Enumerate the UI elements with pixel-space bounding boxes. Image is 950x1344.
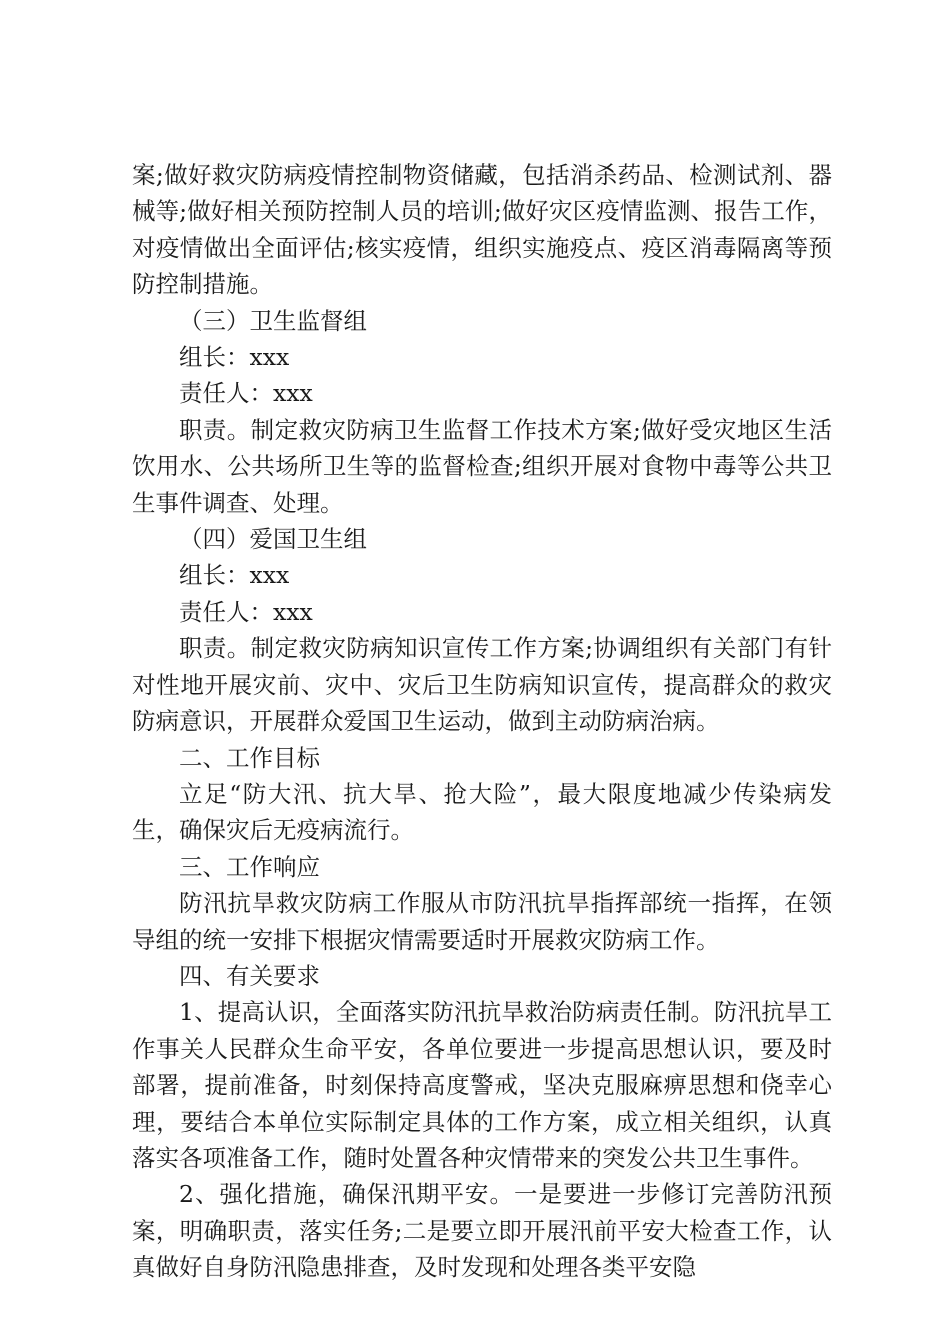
paragraph: 责任人：xxx bbox=[179, 597, 313, 626]
paragraph: 案;做好救灾防病疫情控制物资储藏，包括消杀药品、检测试剂、器械等;做好相关预防控制人员的培训;做好灾区疫情监测、报告工作，对疫情做出全面评估;核实疫情，组织实施疫点、疫区消毒隔离等预防控制措施。 bbox=[132, 161, 832, 299]
paragraph: 1、提高认识，全面落实防汛抗旱救治防病责任制。防汛抗旱工作事关人民群众生命平安，各单位要进一步提高思想认识，要及时部署，提前准备，时刻保持高度警戒，坚决克服麻痹思想和侥幸心理，要结合本单位实际制定具体的工作方案，成立相关组织，认真落实各项准备工作，随时处置各种灾情带来的突发公共卫生事件。 bbox=[132, 998, 832, 1172]
document-body bbox=[132, 157, 832, 1286]
paragraph: （三）卫生监督组 bbox=[179, 306, 367, 335]
paragraph: 立足“防大汛、抗大旱、抢大险”，最大限度地减少传染病发生，确保灾后无疫病流行。 bbox=[132, 779, 832, 845]
paragraph: 组长：xxx bbox=[179, 561, 290, 590]
paragraph: （四）爱国卫生组 bbox=[179, 525, 367, 554]
paragraph: 四、有关要求 bbox=[179, 961, 320, 990]
paragraph: 职责。制定救灾防病知识宣传工作方案;协调组织有关部门有针对性地开展灾前、灾中、灾后卫生防病知识宣传，提高群众的救灾防病意识，开展群众爱国卫生运动，做到主动防病治病。 bbox=[132, 634, 832, 736]
paragraph: 三、工作响应 bbox=[179, 852, 320, 881]
paragraph: 职责。制定救灾防病卫生监督工作技术方案;做好受灾地区生活饮用水、公共场所卫生等的监督检查;组织开展对食物中毒等公共卫生事件调查、处理。 bbox=[132, 415, 832, 517]
paragraph: 防汛抗旱救灾防病工作服从市防汛抗旱指挥部统一指挥，在领导组的统一安排下根据灾情需要适时开展救灾防病工作。 bbox=[132, 889, 832, 954]
paragraph: 二、工作目标 bbox=[179, 743, 320, 772]
paragraph: 组长：xxx bbox=[179, 343, 290, 372]
paragraph: 2、强化措施，确保汛期平安。一是要进一步修订完善防汛预案，明确职责，落实任务;二是要立即开展汛前平安大检查工作，认真做好自身防汛隐患排查，及时发现和处理各类平安隐 bbox=[132, 1180, 832, 1282]
paragraph: 责任人：xxx bbox=[179, 379, 313, 408]
